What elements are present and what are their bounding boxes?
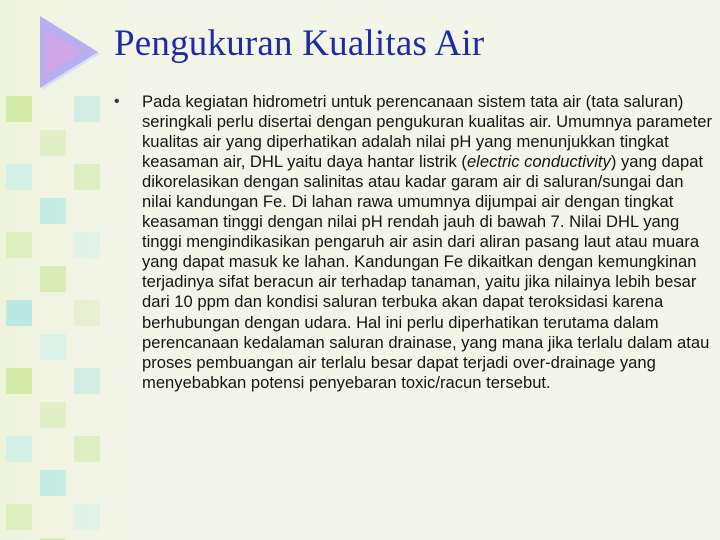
decorative-square (6, 504, 32, 530)
decorative-square (6, 300, 32, 326)
decorative-square (40, 470, 66, 496)
paragraph-text-part-2: ) yang dapat dikorelasikan dengan salinitas atau kadar garam air di saluran/sungai dan nilai kandungan Fe. Di lahan rawa umumnya dijumpai air dengan tingkat keasaman tinggi dengan nilai pH rendah jauh di bawah 7. Nilai DHL yang tinggi mengindikasikan pengaruh air asin dari aliran pasang laut atau muara yang dapat masuk ke lahan. Kandungan Fe dikaitkan dengan kemungkinan terjadinya sifat beracun air terhadap tanaman, yaitu jika nilainya lebih besar dari 10 ppm dan kondisi saluran terbuka akan dapat teroksidasi karena berhubungan dengan udara. Hal ini perlu diperhatikan terutama dalam perencanaan kedalaman saluran drainase, yang mana jika terlalu dalam atau proses pembuangan air terlalu besar dapat terjadi over-drainage yang menyebabkan potensi penyebaran toxic/racun tersebut. (142, 152, 710, 392)
decorative-square (6, 96, 32, 122)
decorative-square (40, 198, 66, 224)
paragraph-text-part-1: Pada kegiatan hidrometri untuk perencanaan sistem tata air (tata saluran) seringkali perlu disertai dengan pengukuran kualitas air. Umumnya parameter kualitas air yang diperhatikan adalah nilai pH yang menunjukkan tingkat keasaman air, DHL yaitu daya hantar listrik ( (142, 92, 713, 172)
decorative-square (6, 436, 32, 462)
decorative-square (74, 164, 100, 190)
decorative-square (74, 368, 100, 394)
decorative-square (74, 300, 100, 326)
slide-body-paragraph (142, 92, 717, 393)
decorative-square (74, 436, 100, 462)
decorative-square (74, 232, 100, 258)
decorative-square (6, 232, 32, 258)
decorative-square (6, 164, 32, 190)
bullet-icon: • (114, 93, 120, 110)
decorative-square (40, 402, 66, 428)
triangle-highlight-icon (46, 30, 82, 74)
decorative-square (40, 334, 66, 360)
decorative-square (40, 130, 66, 156)
decorative-square (74, 96, 100, 122)
decorative-square (40, 266, 66, 292)
paragraph-italic-term: electric conductivity (466, 152, 611, 172)
decorative-sidebar (0, 0, 120, 540)
decorative-square (74, 504, 100, 530)
slide-title: Pengukuran Kualitas Air (114, 23, 485, 64)
decorative-square (6, 368, 32, 394)
